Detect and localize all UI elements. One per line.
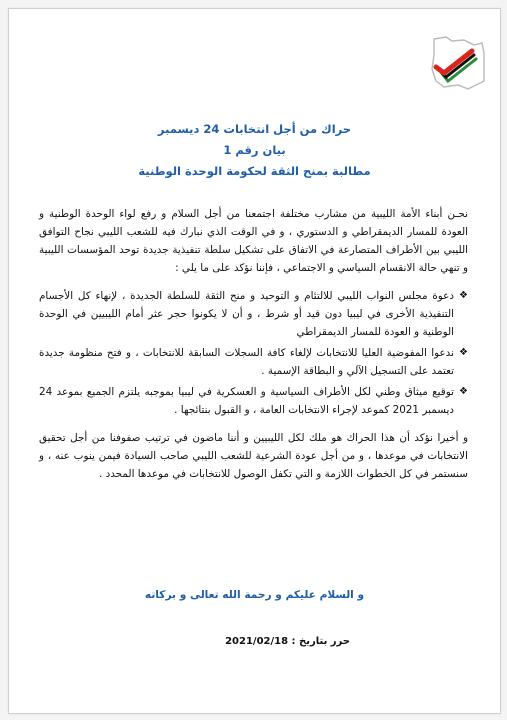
demand-subtitle: مطالبة بمنح الثقة لحكومة الوحدة الوطنية [138, 164, 371, 178]
list-item [39, 383, 468, 419]
list-item [39, 287, 468, 341]
list-item-text: ندعوا المفوضية العليا للانتخابات لإلغاء كافة السجلات السابقة للانتخابات ، و فتح منظومة جديدة تعتمد على التسجيل الآلي و البطاقة الإسمية . [39, 347, 454, 377]
diamond-bullet-icon: ❖ [459, 347, 468, 358]
main-title: حراك من أجل انتخابات 24 ديسمبر [157, 122, 352, 136]
demands-list [39, 287, 468, 419]
document-body [39, 205, 468, 493]
intro-paragraph: نحـن أبناء الأمة الليبية من مشارب مختلفة اجتمعنا من أجل السلام و رفع لواء الوحدة الوطنية و العودة للمسار الديمقراطي و الدستوري ، و في الوقت الذي نبارك فيه للشعب الليبي نجاح التوافق الليبي بين الأطراف المتصارعة في الاتفاق على تشكيل سلطة تنفيذية جديدة توحد المؤسسات الليبية و تنهي حالة الانقسام السياسي و الاجتماعي ، فإننا نؤكد على ما يلي : [39, 208, 468, 274]
conclusion-paragraph: و أخيرا نؤكد أن هذا الحراك هو ملك لكل الليبيين و أننا ماضون في ترتيب صفوفنا من أجل تحقيق الانتخابات في موعدها ، و من أجل عودة الشرعية للشعب الليبي صاحب السيادة فيمن ينوب عنه ، و سنستمر في كل الخطوات اللازمة و التي تكفل الوصول للانتخابات في موعدها المحدد . [39, 432, 468, 480]
statement-number: بيان رقم 1 [223, 143, 286, 157]
diamond-bullet-icon: ❖ [459, 386, 468, 397]
diamond-bullet-icon: ❖ [459, 290, 468, 301]
list-item-text: دعوة مجلس النواب الليبي للالتئام و التوحيد و منح الثقة للسلطة الجديدة ، لإنهاء كل الأجسام التنفيذية الأخرى في ليبيا دون قيد أو شرط ، و أن لا يكونوا حجر عثر أمام الليبيين في الوحدة الوطنية و العودة للمسار الديمقراطي [39, 290, 454, 338]
libya-map-checkmark-logo [424, 31, 488, 95]
document-page [8, 8, 501, 714]
date-line: حرر بتاريخ : 2021/02/18 [225, 636, 350, 647]
closing-greeting: و السلام عليكم و رحمة الله تعالى و بركاته [144, 589, 365, 601]
list-item-text: توقيع ميثاق وطني لكل الأطراف السياسية و العسكرية في ليبيا بموجبه يلتزم الجميع بموعد 24 ديسمبر 2021 كموعد لإجراء الانتخابات العامة ، و القبول بنتائجها . [39, 386, 454, 416]
list-item [39, 344, 468, 380]
document-headings [49, 119, 460, 182]
